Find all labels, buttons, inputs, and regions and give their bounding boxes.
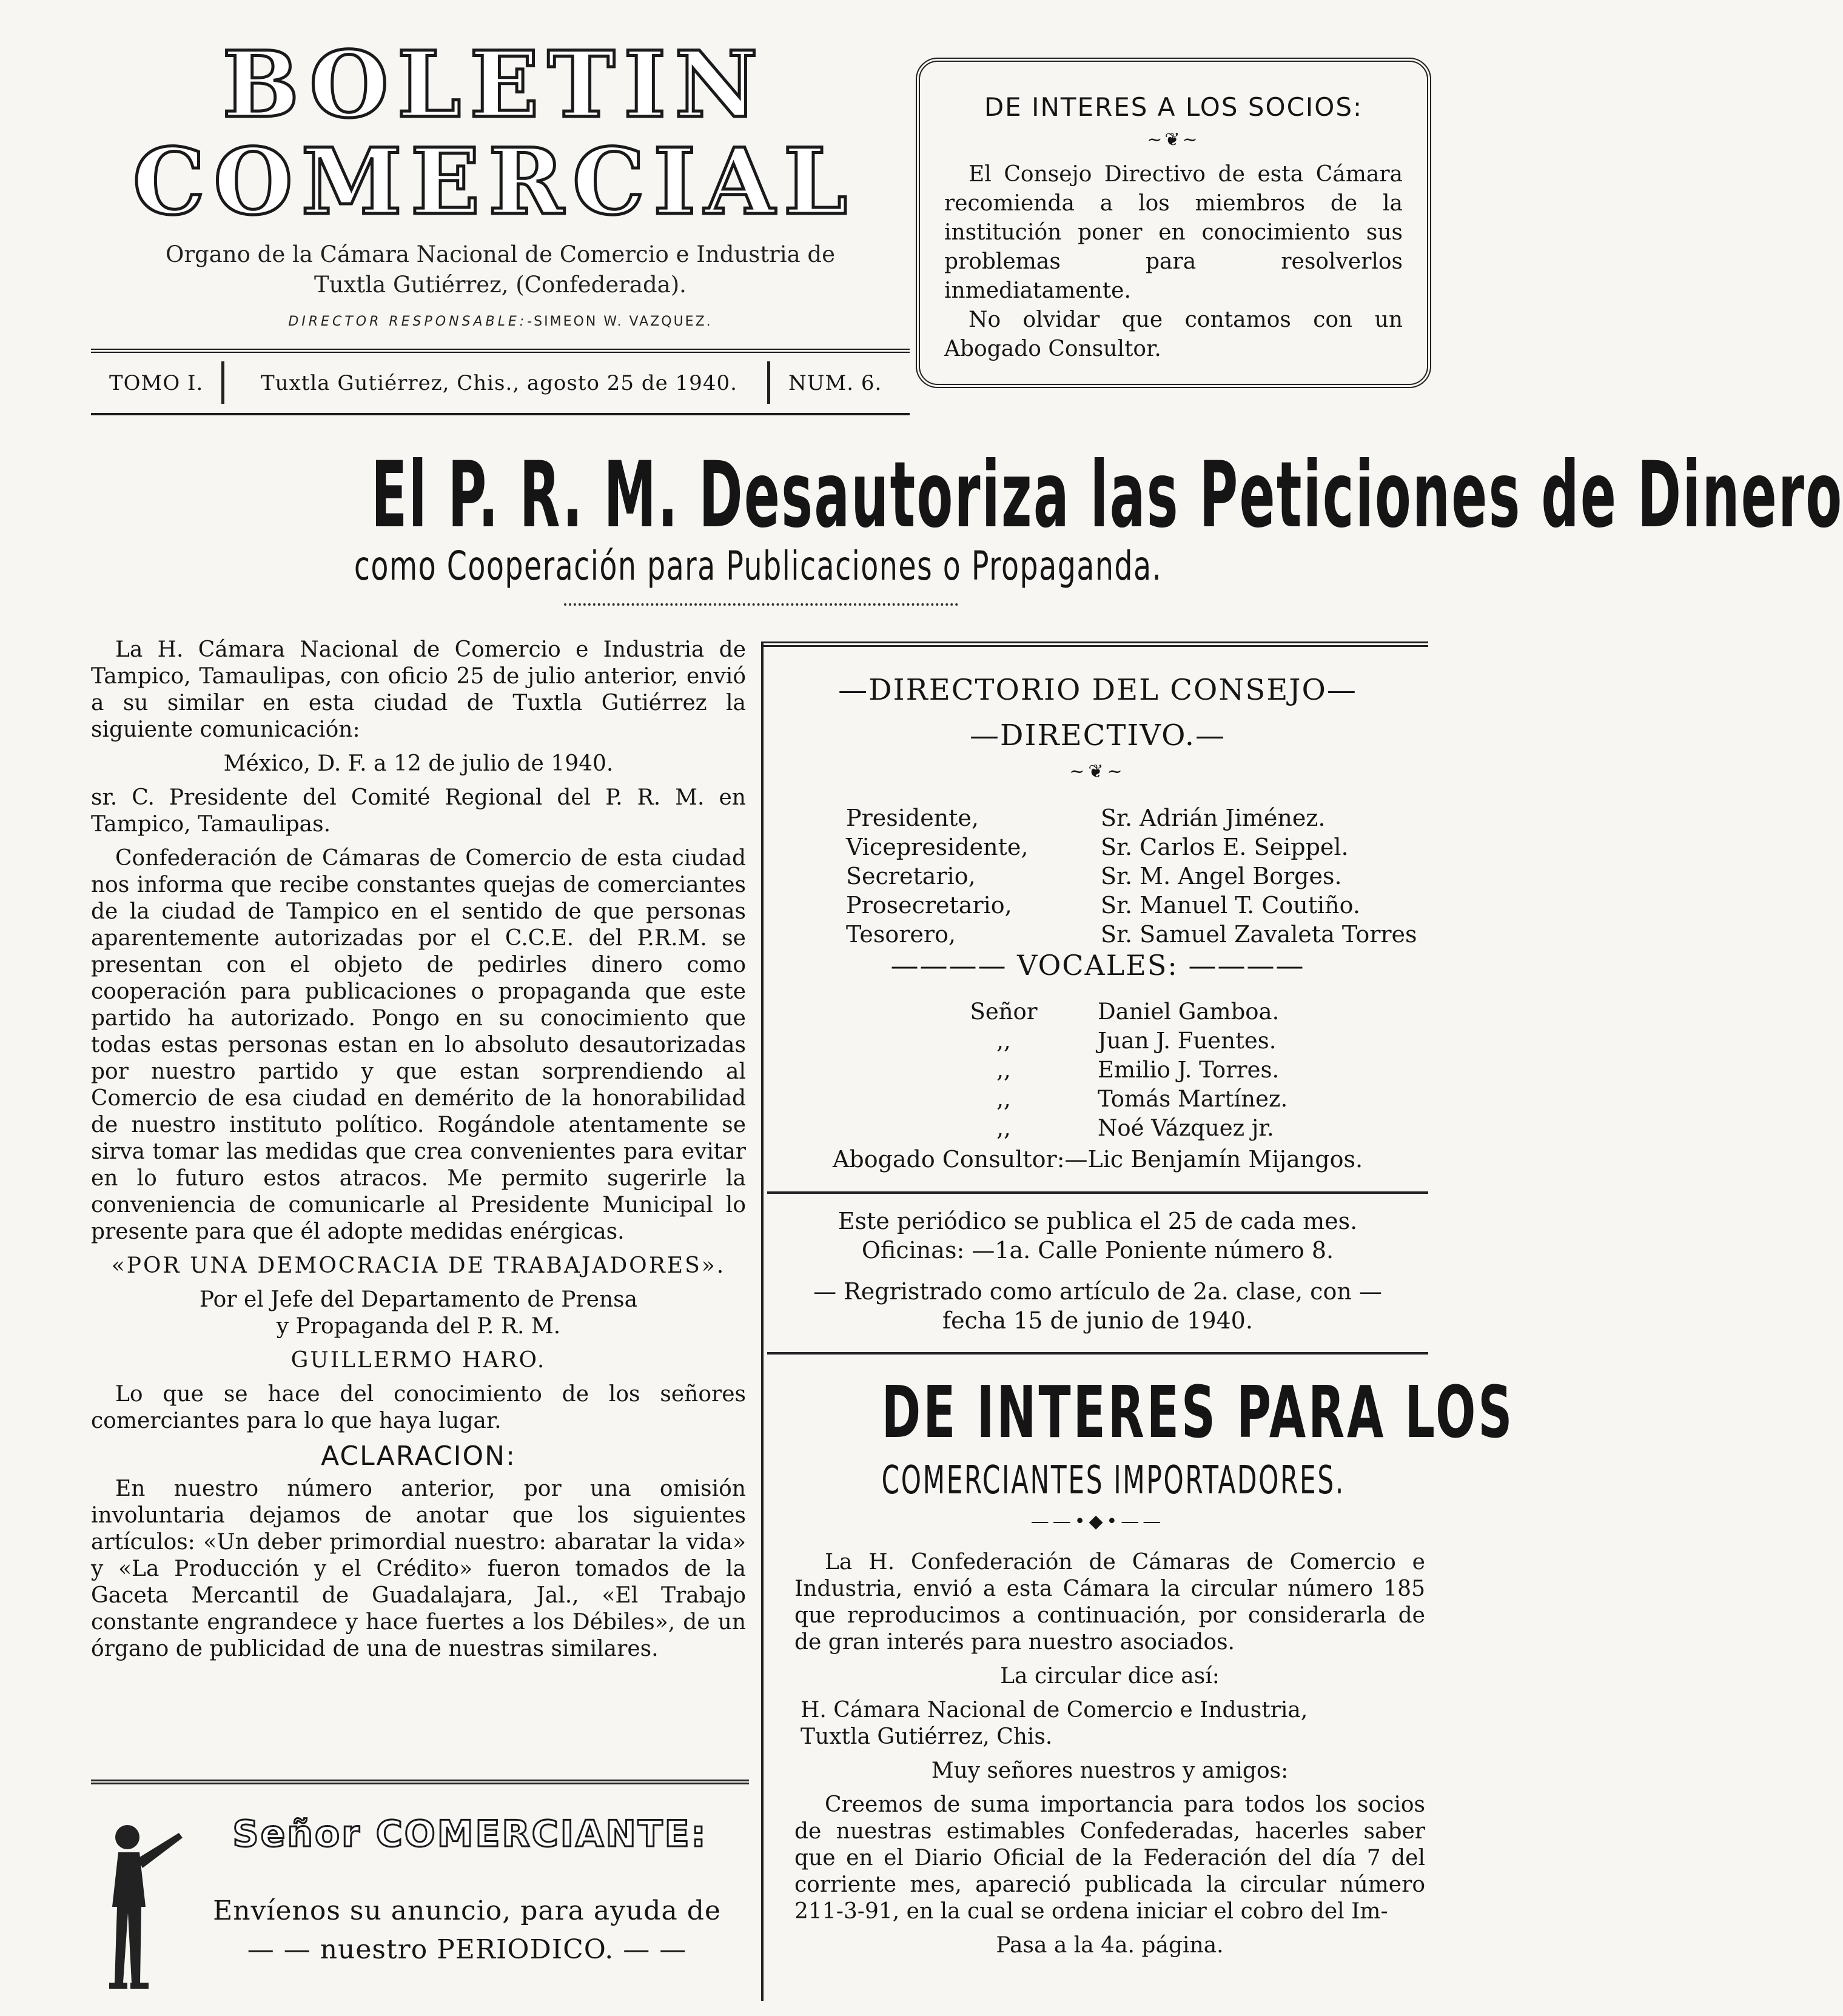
vocales-heading: ———— VOCALES: ———— xyxy=(890,949,1305,982)
signature-line-2: y Propaganda del P. R. M. xyxy=(276,1314,561,1339)
vocal-prefix: ,, xyxy=(996,1115,1011,1141)
circular-body: Creemos de suma importancia para todos los socios de nuestras estimables Confederadas, hacerles saber que en el Diario Oficial de la Federación del día 7 del corriente mes, apareció publicada la circular número 211-3-91, en la cual se ordena iniciar el cobro del Im- xyxy=(794,1792,1425,1924)
vocal-prefix: ,, xyxy=(996,1086,1011,1112)
aclaracion-text: En nuestro número anterior, por una omisión involuntaria dejamos de anotar que los siguientes artículos: «Un deber primordial nuestro: abaratar la vida» y «La Producción y el Crédito» fueron tomados de la Gaceta Mercantil de Guadalajara, Jal., «El Trabajo constante engrandece y hace fuertes a los Débiles», de un órgano de publicidad de una de nuestras similares. xyxy=(91,1476,746,1661)
notice-box-text xyxy=(920,150,1427,364)
member-row xyxy=(846,803,1428,832)
member-row xyxy=(846,891,1428,920)
circular-addressee-1: H. Cámara Nacional de Comercio e Industria, xyxy=(801,1698,1308,1723)
vocal-name: Emilio J. Torres. xyxy=(1098,1057,1280,1083)
aclaracion-heading: ACLARACION: xyxy=(321,1441,516,1472)
ornament-icon: ~❦~ xyxy=(1069,761,1126,782)
circular-addressee xyxy=(801,1697,1425,1750)
member-role: Tesorero, xyxy=(846,921,956,948)
circular-greeting: Muy señores nuestros y amigos: xyxy=(931,1758,1289,1783)
vocal-prefix: ,, xyxy=(996,1028,1011,1054)
circular-addressee-2: Tuxtla Gutiérrez, Chis. xyxy=(801,1724,1053,1749)
member-row xyxy=(846,862,1428,891)
masthead-title-line2: COMERCIAL xyxy=(132,129,856,235)
vocales-list xyxy=(910,997,1425,1143)
vocal-row xyxy=(910,1026,1425,1056)
member-role: Prosecretario, xyxy=(846,892,1012,919)
article-body: Confederación de Cámaras de Comercio de esta ciudad nos informa que recibe constantes quejas de comerciantes de la ciudad de Tampico en el sentido de que personas aparentemente autorizadas por el C.C.E. del P.R.M. se presentan con el objeto de pedirles dinero como cooperación para publicaciones o propaganda que este partido ha autorizado. Pongo en su conocimiento que todas estas personas estan en lo absoluto desautorizadas por nuestro partido y que estan sorprendiendo al Comercio de esa ciudad en demérito de la honorabilidad de nuestro instituto político. Rogándole atentamente se sirva tomar las medidas que crea convenientes para evitar en lo futuro estos atracos. Me permito sugerirle la conveniencia de comunicarle al Presidente Municipal lo presente para que él adopte medidas enérgicas. xyxy=(91,846,746,1244)
director-name: -SIMEON W. VAZQUEZ. xyxy=(527,314,713,329)
issue-info-bar xyxy=(91,349,910,415)
vocal-row xyxy=(910,997,1425,1026)
double-rule xyxy=(91,1780,749,1784)
director-label: DIRECTOR RESPONSABLE: xyxy=(288,314,528,329)
member-name: Sr. Samuel Zavaleta Torres xyxy=(1101,921,1417,948)
place-date: Tuxtla Gutiérrez, Chis., agosto 25 de 1940. xyxy=(261,371,737,395)
main-headline: El P. R. M. Desautoriza las Peticiones de Dinero xyxy=(371,443,1843,548)
vocal-name: Daniel Gamboa. xyxy=(1098,999,1280,1025)
pub-line-3: — Regristrado como artículo de 2a. clase, con — xyxy=(813,1278,1382,1305)
pointing-man-icon xyxy=(94,1816,185,1998)
continued-note: Pasa a la 4a. página. xyxy=(996,1933,1224,1958)
notice-text-1: El Consejo Directivo de esta Cámara recomienda a los miembros de la institución poner en conocimiento sus problemas para resolverlos inmediatamente. xyxy=(944,162,1403,303)
vocal-prefix: ,, xyxy=(996,1057,1011,1083)
main-subheadline: como Cooperación para Publicaciones o Propaganda. xyxy=(354,543,1163,589)
double-rule xyxy=(761,641,1428,647)
article-addressee: sr. C. Presidente del Comité Regional del P. R. M. en Tampico, Tamaulipas. xyxy=(91,785,746,837)
right-article-heading: DE INTERES PARA LOS xyxy=(881,1370,1515,1454)
signature-line-1: Por el Jefe del Departamento de Prensa xyxy=(199,1287,638,1312)
ornament-icon: ~❦~ xyxy=(1147,129,1200,150)
tomo: TOMO I. xyxy=(109,371,204,395)
ornament-icon: ——•◆•—— xyxy=(1030,1511,1165,1532)
directory-heading-1: —DIRECTORIO DEL CONSEJO— xyxy=(838,673,1357,707)
pub-line-4: fecha 15 de junio de 1940. xyxy=(942,1307,1253,1334)
column-divider xyxy=(761,643,764,2001)
member-row xyxy=(846,920,1428,949)
member-role: Presidente, xyxy=(846,805,979,831)
member-name: Sr. Adrián Jiménez. xyxy=(1101,805,1326,831)
left-article xyxy=(91,637,746,1670)
member-row xyxy=(846,832,1428,862)
circular-says: La circular dice así: xyxy=(1000,1664,1220,1689)
vocal-name: Juan J. Fuentes. xyxy=(1098,1028,1277,1054)
article-motto: «POR UNA DEMOCRACIA DE TRABAJADORES». xyxy=(111,1253,726,1278)
pub-line-1: Este periódico se publica el 25 de cada mes. xyxy=(838,1208,1358,1234)
divider xyxy=(767,1352,1428,1355)
member-role: Vicepresidente, xyxy=(846,834,1029,860)
publication-info xyxy=(770,1207,1425,1335)
director-line xyxy=(91,314,910,329)
ad-line-1: Envíenos su anuncio, para ayuda de xyxy=(213,1895,721,1926)
right-article xyxy=(794,1549,1425,1966)
article-closing: Lo que se hace del conocimiento de los señores comerciantes para lo que haya lugar. xyxy=(91,1382,746,1433)
vocal-prefix: Señor xyxy=(970,999,1038,1025)
right-article-subheading: COMERCIANTES IMPORTADORES. xyxy=(881,1458,1345,1503)
member-name: Sr. M. Angel Borges. xyxy=(1101,863,1342,889)
issue-number: NUM. 6. xyxy=(788,371,882,395)
masthead-title-line1: BOLETIN xyxy=(222,32,767,138)
directory-heading-2: —DIRECTIVO.— xyxy=(970,718,1226,752)
ad-title: Señor COMERCIANTE: xyxy=(232,1813,708,1855)
vocal-row xyxy=(910,1114,1425,1143)
vocal-row xyxy=(910,1085,1425,1114)
right-article-intro: La H. Confederación de Cámaras de Comercio e Industria, envió a esta Cámara la circular número 185 que reproducimos a continuación, por considerarla de de gran interés para nuestro asociados. xyxy=(794,1550,1425,1655)
masthead-subtitle-2: Tuxtla Gutiérrez, (Confederada). xyxy=(314,272,687,298)
pub-line-2: Oficinas: —1a. Calle Poniente número 8. xyxy=(861,1237,1334,1264)
ad-text xyxy=(182,1892,752,1969)
infobar-separator xyxy=(221,361,224,404)
infobar-separator xyxy=(767,361,770,404)
member-name: Sr. Carlos E. Seippel. xyxy=(1101,834,1349,860)
member-role: Secretario, xyxy=(846,863,976,889)
notice-box xyxy=(916,58,1431,388)
article-intro: La H. Cámara Nacional de Comercio e Industria de Tampico, Tamaulipas, con oficio 25 de julio anterior, envió a su similar en esta ciudad de Tuxtla Gutiérrez la siguiente comunicación: xyxy=(91,637,746,742)
ad-line-2: — — nuestro PERIODICO. — — xyxy=(247,1934,687,1965)
article-dateline: México, D. F. a 12 de julio de 1940. xyxy=(223,751,614,776)
vocal-row xyxy=(910,1056,1425,1085)
notice-box-title: DE INTERES A LOS SOCIOS: xyxy=(984,92,1363,122)
member-name: Sr. Manuel T. Coutiño. xyxy=(1101,892,1360,919)
vocal-name: Noé Vázquez jr. xyxy=(1098,1115,1274,1141)
vocal-name: Tomás Martínez. xyxy=(1098,1086,1288,1112)
abogado-consultor: Abogado Consultor:—Lic Benjamín Mijangos. xyxy=(832,1146,1363,1173)
divider xyxy=(767,1191,1428,1194)
dotted-divider xyxy=(564,603,958,607)
masthead-subtitle-1: Organo de la Cámara Nacional de Comercio e Industria de xyxy=(166,241,835,267)
notice-text-2: No olvidar que contamos con un Abogado Consultor. xyxy=(944,307,1403,361)
directory-members xyxy=(846,803,1428,949)
signature-name: GUILLERMO HARO. xyxy=(290,1348,546,1373)
